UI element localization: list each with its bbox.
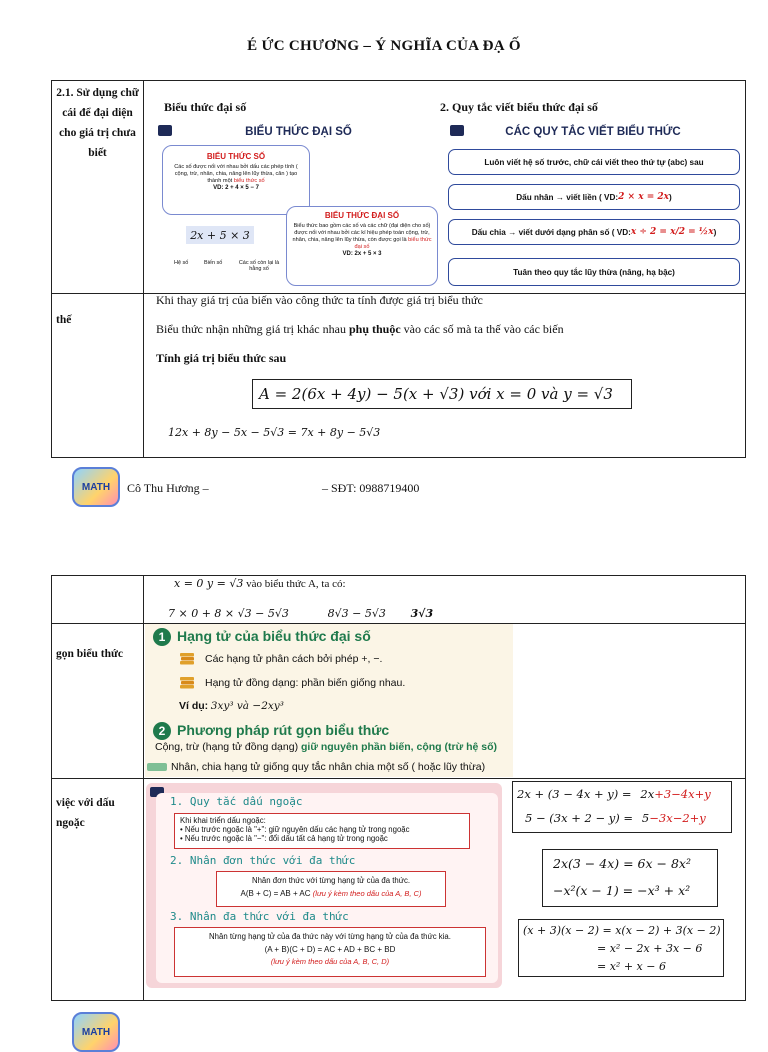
example-polynomial-1: (x + 3)(x − 2) = x(x − 2) + 3(x − 2) (523, 924, 721, 937)
section-label-2-1: 2.1. Sử dụng chữ cái để đại diện cho giá trị chưa biết (56, 87, 139, 159)
terms-example: Ví dụ: 3xy³ và −2xy³ (179, 700, 284, 712)
exercise-step: 12x + 8y − 5x − 5√3 = 7x + 8y − 5√3 (168, 426, 381, 439)
rules-title: CÁC QUY TẮC VIẾT BIỂU THỨC (505, 126, 681, 138)
section-label-brackets: việc với dấu ngoặc (56, 797, 115, 829)
section-label-the: thế (56, 314, 72, 326)
exercise-formula: A = 2(6x + 4y) − 5(x + √3) với x = 0 và y = √3 (252, 379, 632, 409)
algebraic-expression-example: VD: 2x + 5 × 3 (342, 251, 382, 257)
rule3-box (174, 927, 486, 977)
rule-1: Luôn viết hệ số trước, chữ cái viết theo thứ tự (abc) sau (448, 149, 740, 175)
rule2-formula: A(B + C) = AB + AC (lưu ý kèm theo dấu của A, B, C) (240, 889, 422, 898)
example-bracket-2: 5 − (3x + 2 − y) = 5−3x−2+y (525, 811, 706, 825)
card-title: BIỂU THỨC ĐẠI SỐ (245, 126, 352, 138)
label-constants: Các số còn lại là hằng số (238, 260, 280, 272)
rule3-formula: (A + B)(C + D) = AC + AD + BC + BD (264, 945, 396, 954)
math-logo: MATH (72, 467, 120, 507)
rule3-title: 3. Nhân đa thức với đa thức (170, 910, 349, 923)
phone-number: – SĐT: 0988719400 (322, 481, 420, 495)
rule1-title: 1. Quy tắc dấu ngoặc (170, 795, 303, 808)
book-stack-icon (179, 676, 195, 690)
left-heading: Biểu thức đại số (164, 100, 247, 114)
example-brackets-box (512, 781, 732, 833)
terms-heading: Hạng tử của biểu thức đại số (177, 628, 371, 644)
brackets-card (146, 783, 502, 988)
rule2-box (216, 871, 446, 907)
algebraic-expression-title: BIỂU THỨC ĐẠI SỐ (324, 211, 400, 220)
book-stack-icon (179, 652, 195, 666)
example-monomial-box (542, 849, 718, 907)
rule-2: Dấu nhân → viết liền ( VD: 2 × x = 2x ) (448, 184, 740, 210)
example-polynomial-3: = x² + x − 6 (597, 960, 666, 973)
rule1-intro: Khi khai triển dấu ngoặc: (180, 816, 266, 825)
label-variable: Biến số (204, 260, 223, 266)
number-badge-2: 2 (153, 722, 171, 740)
rule3-note: (lưu ý kèm theo dấu của A, B, C, D) (270, 957, 390, 966)
simplify-method-2: Nhân, chia hạng tử giống quy tắc nhân chia một số ( hoặc lũy thừa) (171, 761, 486, 773)
number-badge-1: 1 (153, 628, 171, 646)
compute-line: 7 × 0 + 8 × √3 − 5√3 8√3 − 5√3 3√3 (168, 607, 434, 620)
substitution-line-2: Biểu thức nhận những giá trị khác nhau phụ thuộc vào các số mà ta thế vào các biến (156, 322, 564, 336)
example-monomial-2: −x²(x − 1) = −x³ + x² (553, 883, 691, 898)
lower-table (51, 575, 746, 1001)
page-title: É ỨC CHƯƠNG – Ý NGHĨA CỦA ĐẠ Ố (247, 38, 521, 54)
rule1-box (174, 813, 470, 849)
algebraic-expression-box (286, 206, 438, 286)
example-bracket-1: 2x + (3 − 4x + y) = 2x+3−4x+y (517, 787, 711, 801)
rule3-text: Nhân từng hạng tử của đa thức này với từng hạng tử của đa thức kia. (209, 932, 451, 941)
label-coefficient: Hệ số (174, 260, 189, 266)
terms-item-2: Hạng tử đồng dạng: phần biến giống nhau. (205, 677, 406, 689)
rule-4: Tuân theo quy tắc lũy thừa (nâng, hạ bậc) (448, 258, 740, 286)
rule2-text: Nhân đơn thức với từng hạng tử của đa thức. (251, 876, 411, 885)
example-polynomial-2: = x² − 2x + 3x − 6 (597, 942, 703, 955)
rule1-bullet-1: • Nếu trước ngoặc là "+": giữ nguyên dấu các hạng tử trong ngoặc (180, 825, 410, 834)
substitution-line-1: Khi thay giá trị của biến vào công thức ta tính được giá trị biểu thức (156, 293, 483, 307)
numeric-expression-text: Các số được nối với nhau bởi dấu các phép tính ( cộng, trừ, nhân, chia, nâng lên lũy thừa, căn ) tạo thành một biểu thức số (174, 164, 298, 184)
simplify-method-1: Cộng, trừ (hạng tử đồng dạng) giữ nguyên phần biến, cộng (trừ hệ số) (155, 741, 498, 753)
rules-card (442, 121, 744, 291)
leaf-icon (147, 763, 167, 771)
section-label-simplify: gọn biểu thức (56, 648, 123, 660)
numeric-expression-title: BIỂU THỨC SỐ (206, 152, 266, 161)
example-monomial-1: 2x(3 − 4x) = 6x − 8x² (553, 856, 691, 871)
simplify-card (145, 624, 513, 777)
algebra-card (156, 121, 441, 291)
rule-3: Dấu chia → viết dưới dạng phân số ( VD: x ÷ 2 = x/2 = ½x ) (448, 219, 740, 245)
algebraic-expression-text: Biểu thức bao gồm các số và các chữ (đại diện cho số) được nối với nhau bởi các kí hiệu phép toán cộng, trừ, nhân, chia, nâng lên lũy thừa, còn được gọi là biểu thức đại số (292, 223, 432, 250)
author-name: Cô Thu Hương – (127, 481, 209, 495)
substitute-line: x = 0 y = √3 vào biểu thức A, ta có: (174, 577, 346, 590)
upper-table (51, 80, 746, 458)
math-logo-bottom: MATH (72, 1012, 120, 1052)
expression-sample: 2x + 5 × 3 (186, 226, 254, 244)
numeric-expression-box (162, 145, 310, 215)
numeric-expression-example: VD: 2 + 4 × 5 − 7 (213, 185, 259, 191)
simplify-heading: Phương pháp rút gọn biểu thức (177, 722, 390, 738)
example-polynomial-box (518, 919, 724, 977)
rule1-bullet-2: • Nếu trước ngoặc là "−": đổi dấu tất cả hạng tử trong ngoặc (180, 834, 388, 843)
terms-item-1: Các hạng tử phân cách bởi phép +, −. (205, 653, 383, 665)
brackets-inner (156, 793, 498, 983)
exercise-heading: Tính giá trị biểu thức sau (156, 351, 287, 365)
rule2-title: 2. Nhân đơn thức với đa thức (170, 854, 356, 867)
right-heading: 2. Quy tắc viết biểu thức đại số (440, 100, 598, 114)
